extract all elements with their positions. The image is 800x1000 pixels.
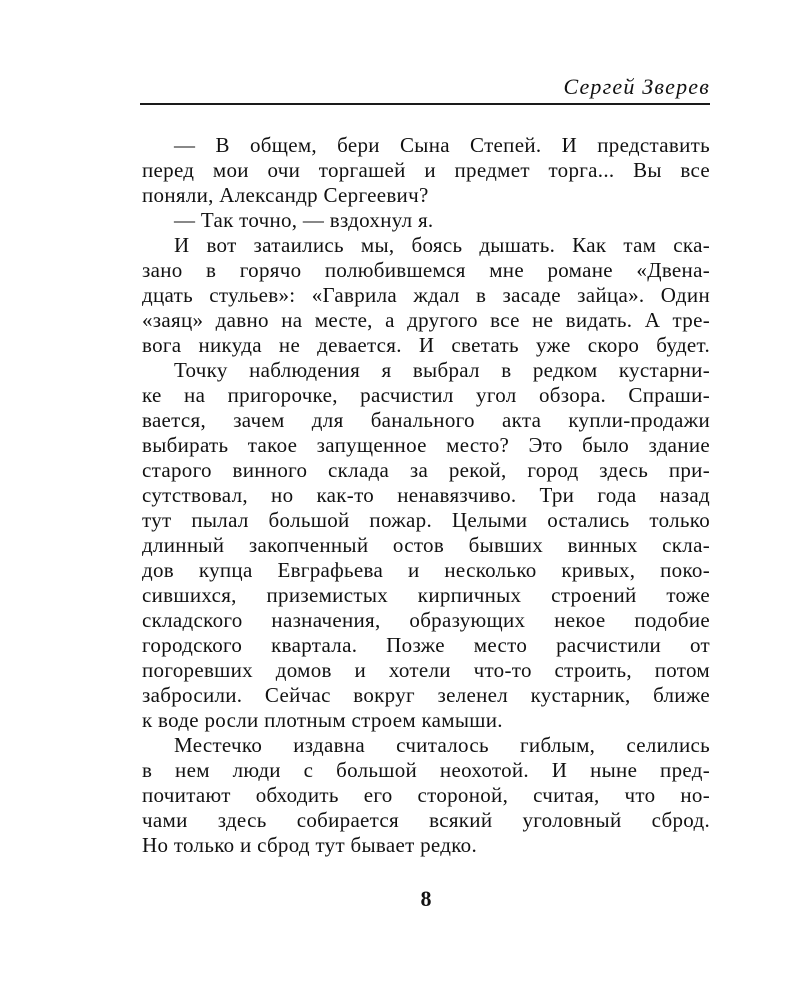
text-line: поняли, Александр Сергеевич? — [142, 183, 429, 207]
text-line: ке на пригорочке, расчистил угол обзора. Спраши- — [142, 383, 710, 407]
text-line: — В общем, бери Сына Степей. И представить — [174, 133, 710, 157]
text-line: тут пылал большой пожар. Целыми остались только — [142, 508, 710, 532]
text-line: зано в горячо полюбившемся мне романе «Двена- — [142, 258, 710, 282]
text-line: почитают обходить его стороной, считая, что но- — [142, 783, 710, 807]
text-line: старого винного склада за рекой, город здесь при- — [142, 458, 710, 482]
text-line: перед мои очи торгашей и предмет торга... Вы все — [142, 158, 710, 182]
body-text — [142, 133, 710, 858]
page-number: 8 — [420, 886, 432, 911]
text-line: — Так точно, — вздохнул я. — [174, 208, 434, 232]
text-line: в нем люди с большой неохотой. И ныне пред- — [142, 758, 710, 782]
running-header-author: Сергей Зверев — [563, 74, 710, 99]
text-line: сутствовал, но как-то ненавязчиво. Три года назад — [142, 483, 710, 507]
text-line: складского назначения, образующих некое подобие — [142, 608, 710, 632]
text-line: вается, зачем для банального акта купли-продажи — [142, 408, 710, 432]
text-line: «заяц» давно на месте, а другого все не видать. А тре- — [142, 308, 710, 332]
text-line: Местечко издавна считалось гиблым, селились — [174, 733, 710, 757]
text-line: Но только и сброд тут бывает редко. — [142, 833, 478, 857]
text-line: сившихся, приземистых кирпичных строений тоже — [142, 583, 710, 607]
text-line: Точку наблюдения я выбрал в редком кустарни- — [174, 358, 710, 382]
text-line: дов купца Евграфьева и несколько кривых, поко- — [142, 558, 710, 582]
text-line: к воде росли плотным строем камыши. — [142, 708, 503, 732]
text-line: чами здесь собирается всякий уголовный сброд. — [142, 808, 710, 832]
text-line: забросили. Сейчас вокруг зеленел кустарник, ближе — [142, 683, 710, 707]
text-line: длинный закопченный остов бывших винных скла- — [142, 533, 710, 557]
text-line: дцать стульев»: «Гаврила ждал в засаде зайца». Один — [142, 283, 710, 307]
text-line: погоревших домов и хотели что-то строить, потом — [142, 658, 710, 682]
text-line: И вот затаились мы, боясь дышать. Как там ска- — [174, 233, 710, 257]
header-rule — [140, 103, 710, 105]
text-line: городского квартала. Позже место расчистили от — [142, 633, 710, 657]
text-line: вога никуда не девается. И светать уже скоро будет. — [142, 333, 710, 357]
text-line: выбирать такое запущенное место? Это было здание — [142, 433, 710, 457]
